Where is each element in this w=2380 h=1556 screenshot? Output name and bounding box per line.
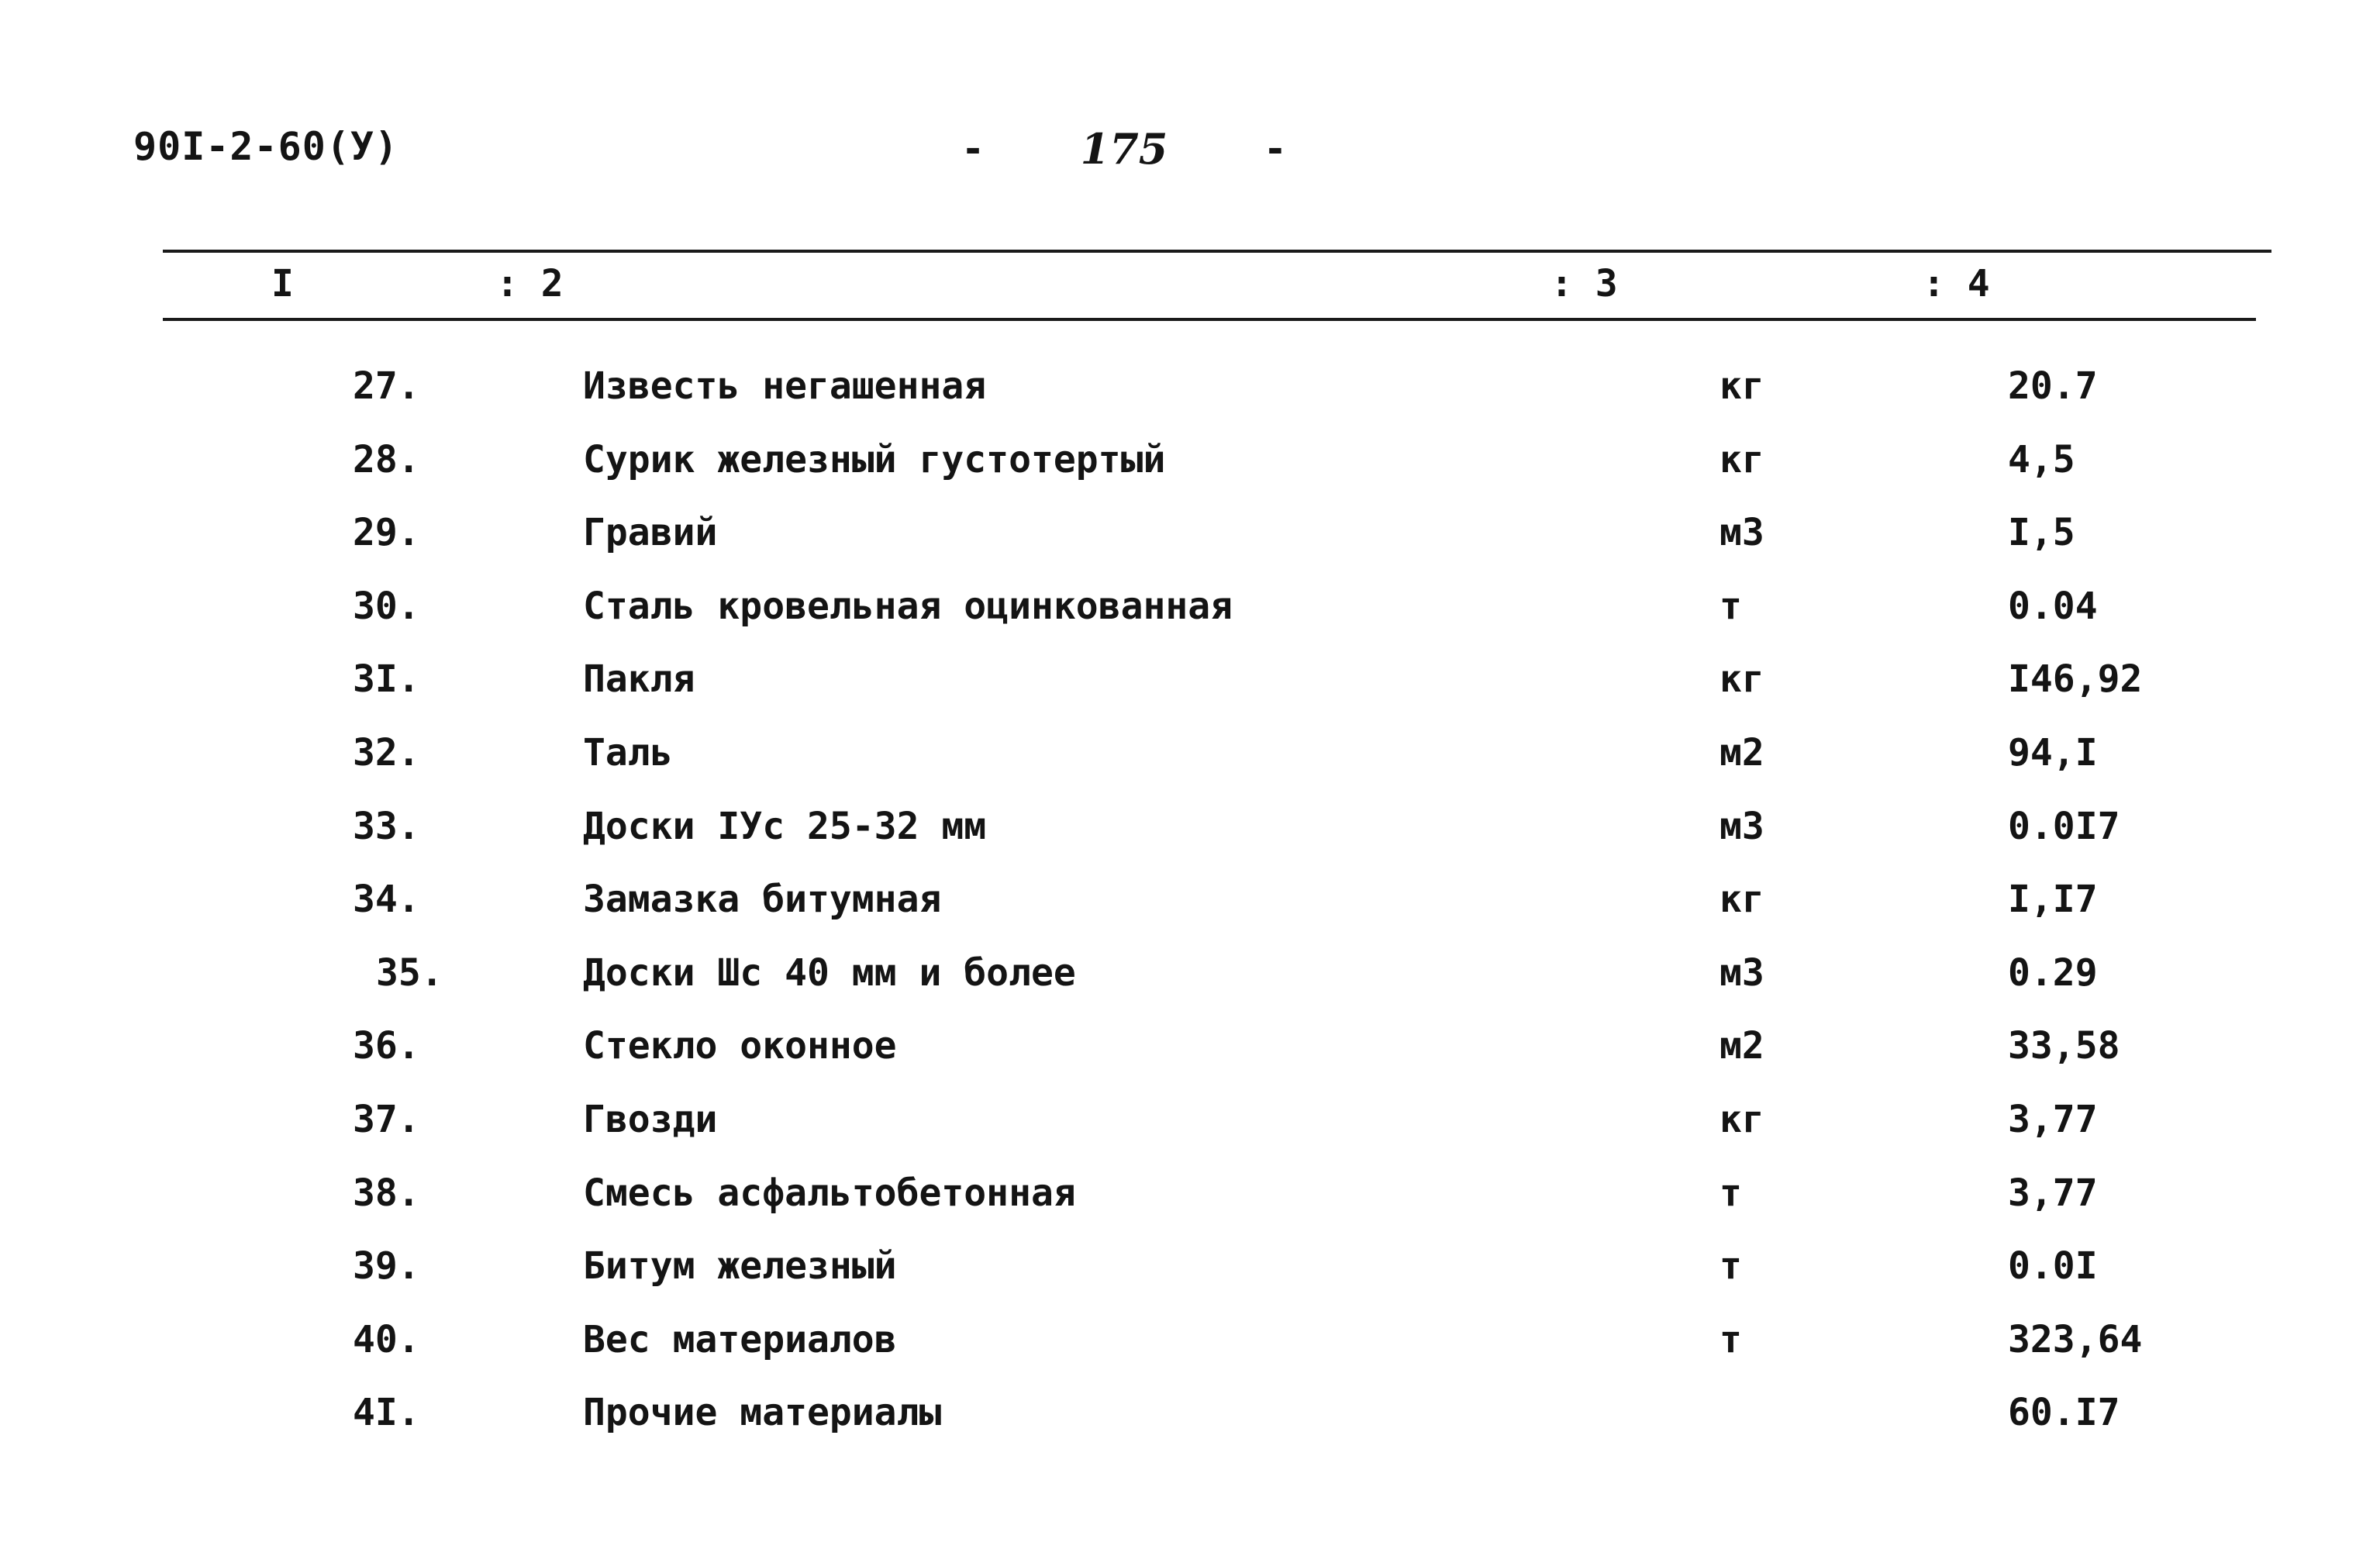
table-row (0, 511, 2380, 585)
row-number: 34. (353, 878, 420, 922)
unit: т (1719, 1317, 1742, 1361)
unit: кг (1719, 878, 1764, 922)
table-row (0, 731, 2380, 805)
row-number: 4I. (353, 1391, 420, 1435)
quantity: 60.I7 (2008, 1391, 2120, 1435)
quantity: 4,5 (2008, 437, 2075, 481)
table-row (0, 1244, 2380, 1318)
row-number: 38. (353, 1171, 420, 1215)
unit: т (1719, 1171, 1742, 1215)
quantity: 3,77 (2008, 1097, 2098, 1141)
quantity: 20.7 (2008, 364, 2098, 408)
quantity: I,I7 (2008, 878, 2098, 922)
unit: т (1719, 1244, 1742, 1289)
table-row (0, 1098, 2380, 1171)
page-number-block (961, 124, 1287, 174)
dash-right: - (1263, 126, 1287, 171)
table-row (0, 1171, 2380, 1245)
unit: кг (1719, 657, 1764, 702)
material-name: Битум железный (583, 1244, 897, 1289)
material-name: Доски Шс 40 мм и более (583, 951, 1076, 995)
material-name: Доски IУс 25-32 мм (583, 804, 987, 848)
quantity: 33,58 (2008, 1024, 2120, 1068)
table-row (0, 805, 2380, 878)
material-name: Сталь кровельная оцинкованная (583, 584, 1233, 628)
material-name: Гравий (583, 511, 718, 555)
row-number: 39. (353, 1244, 420, 1289)
quantity: 0.0I7 (2008, 804, 2120, 848)
quantity: 3,77 (2008, 1171, 2098, 1215)
row-number: 27. (353, 364, 420, 408)
table-row (0, 364, 2380, 438)
row-number: 3I. (353, 657, 420, 702)
unit: м3 (1719, 511, 1764, 555)
row-number: 28. (353, 437, 420, 481)
material-name: Замазка битумная (583, 878, 942, 922)
quantity: I46,92 (2008, 657, 2143, 702)
column-header-3: : 3 (1550, 262, 1618, 305)
unit: т (1719, 584, 1742, 628)
unit: кг (1719, 437, 1764, 481)
row-number: 37. (353, 1097, 420, 1141)
quantity: I,5 (2008, 511, 2075, 555)
page-number: 175 (1080, 124, 1168, 174)
column-header-1: I (271, 262, 294, 305)
table-row (0, 951, 2380, 1025)
material-name: Прочие материалы (583, 1391, 942, 1435)
table-row (0, 1318, 2380, 1392)
material-name: Вес материалов (583, 1317, 897, 1361)
material-name: Таль (583, 730, 673, 775)
unit: м2 (1719, 730, 1764, 775)
material-name: Смесь асфальтобетонная (583, 1171, 1076, 1215)
unit: кг (1719, 1097, 1764, 1141)
table-row (0, 585, 2380, 658)
row-number: 36. (353, 1024, 420, 1068)
table-row (0, 657, 2380, 731)
unit: м3 (1719, 951, 1764, 995)
material-name: Пакля (583, 657, 695, 702)
quantity: 0.29 (2008, 951, 2098, 995)
material-name: Гвозди (583, 1097, 718, 1141)
quantity: 323,64 (2008, 1317, 2143, 1361)
material-name: Стекло оконное (583, 1024, 897, 1068)
row-number: 33. (353, 804, 420, 848)
document-code: 90I-2-60(У) (133, 124, 399, 169)
material-name: Известь негашенная (583, 364, 987, 408)
quantity: 0.04 (2008, 584, 2098, 628)
column-header-2: : 2 (496, 262, 564, 305)
row-number: 40. (353, 1317, 420, 1361)
row-number: 32. (353, 730, 420, 775)
dash-left: - (961, 126, 985, 171)
table-row (0, 878, 2380, 951)
material-name: Сурик железный густотертый (583, 437, 1166, 481)
table-row (0, 438, 2380, 512)
table-header-rule (163, 318, 2256, 321)
quantity: 0.0I (2008, 1244, 2098, 1289)
table-row (0, 1024, 2380, 1098)
unit: м2 (1719, 1024, 1764, 1068)
quantity: 94,I (2008, 730, 2098, 775)
materials-table (0, 364, 2380, 1465)
row-number: 30. (353, 584, 420, 628)
table-row (0, 1391, 2380, 1465)
unit: кг (1719, 364, 1764, 408)
unit: м3 (1719, 804, 1764, 848)
row-number: 29. (353, 511, 420, 555)
column-header-4: : 4 (1923, 262, 1990, 305)
row-number: 35. (376, 951, 443, 995)
table-top-rule (163, 250, 2271, 253)
